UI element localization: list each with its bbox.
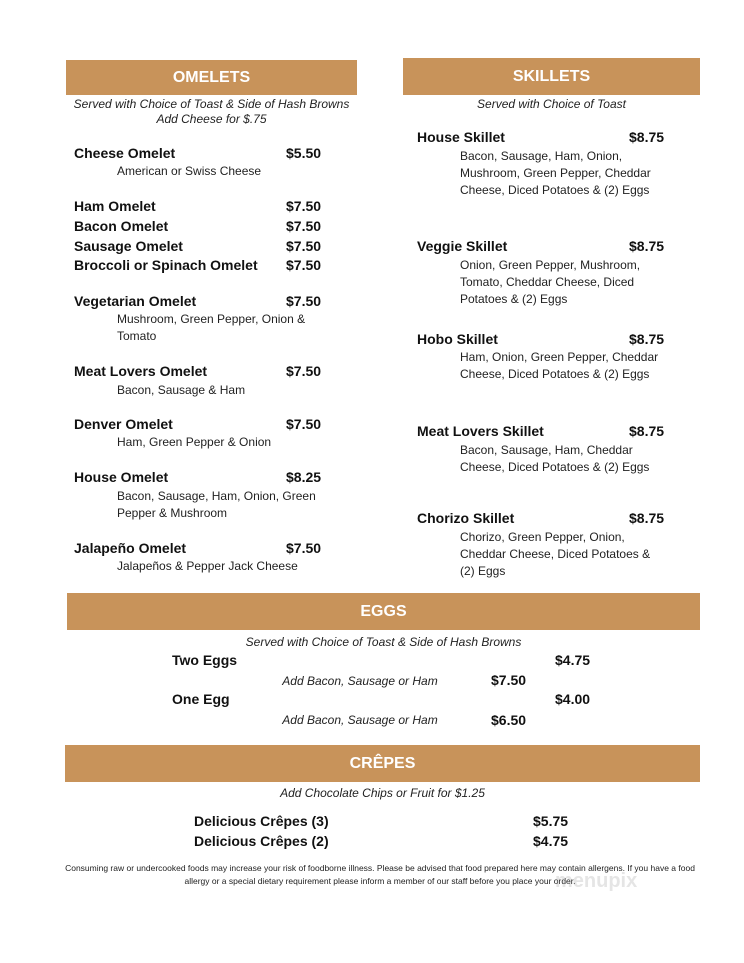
menu-item-desc: Ham, Onion, Green Pepper, Cheddar Cheese, Diced Potatoes & (2) Eggs bbox=[460, 350, 659, 381]
menu-item-desc: Bacon, Sausage, Ham, Onion, Green Pepper & Mushroom bbox=[117, 489, 316, 520]
menu-item-price: $8.75 bbox=[629, 331, 665, 347]
menu-item-price: $7.50 bbox=[286, 238, 322, 254]
omelets-note-cheese: Add Cheese for $.75 bbox=[156, 112, 267, 126]
crepes-header: CRÊPES bbox=[65, 745, 700, 782]
menu-item-price: $8.75 bbox=[629, 510, 665, 526]
menu-item-desc: Bacon, Sausage, Ham, Onion, Mushroom, Green Pepper, Cheddar Cheese, Diced Potatoes & (2) Eggs bbox=[460, 149, 651, 197]
menu-item-desc: Bacon, Sausage & Ham bbox=[117, 383, 246, 397]
menu-item-name: Meat Lovers Skillet bbox=[417, 423, 544, 439]
menu-item-price: $7.50 bbox=[286, 257, 322, 273]
crepes-note: Add Chocolate Chips or Fruit for $1.25 bbox=[280, 786, 485, 800]
omelets-note-toast: Served with Choice of Toast & Side of Hash Browns bbox=[73, 97, 350, 111]
menu-item-name: House Omelet bbox=[74, 469, 169, 485]
menu-item-price: $5.50 bbox=[286, 145, 322, 161]
menu-item-price: $4.00 bbox=[555, 691, 591, 707]
omelets-header: OMELETS bbox=[66, 60, 357, 95]
menu-item-name: House Skillet bbox=[417, 129, 505, 145]
menu-item-name: Hobo Skillet bbox=[417, 331, 498, 347]
menu-item-name: Delicious Crêpes (3) bbox=[194, 813, 329, 829]
menu-item-desc: Bacon, Sausage, Ham, Cheddar Cheese, Diced Potatoes & (2) Eggs bbox=[460, 443, 650, 474]
addon-label: Add Bacon, Sausage or Ham bbox=[282, 713, 438, 727]
menu-item-name: Ham Omelet bbox=[74, 198, 156, 214]
menu-item-price: $5.75 bbox=[533, 813, 569, 829]
skillets-header: SKILLETS bbox=[403, 58, 700, 95]
addon-price: $6.50 bbox=[491, 712, 527, 728]
menu-item-name: Chorizo Skillet bbox=[417, 510, 515, 526]
menu-item-name: Sausage Omelet bbox=[74, 238, 183, 254]
menu-item-price: $7.50 bbox=[286, 293, 322, 309]
menu-item-desc: Mushroom, Green Pepper, Onion & Tomato bbox=[117, 312, 306, 343]
menu-item-price: $4.75 bbox=[555, 652, 591, 668]
omelets-note bbox=[66, 97, 357, 127]
menu-item-price: $7.50 bbox=[286, 198, 322, 214]
watermark: menupix bbox=[555, 870, 638, 892]
menu-item-price: $7.50 bbox=[286, 540, 322, 556]
menu-item-name: Two Eggs bbox=[172, 652, 238, 668]
menu-item-name: Denver Omelet bbox=[74, 416, 173, 432]
menu-item-name: Cheese Omelet bbox=[74, 145, 176, 161]
menu-item-name: One Egg bbox=[172, 691, 230, 707]
eggs-header: EGGS bbox=[67, 593, 700, 630]
menu-item-desc: Jalapeños & Pepper Jack Cheese bbox=[117, 559, 298, 573]
menu-item-price: $8.75 bbox=[629, 238, 665, 254]
menu-item-desc: Chorizo, Green Pepper, Onion, Cheddar Cheese, Diced Potatoes & (2) Eggs bbox=[460, 530, 651, 578]
menu-item-name: Jalapeño Omelet bbox=[74, 540, 187, 556]
menu-item-name: Vegetarian Omelet bbox=[74, 293, 197, 309]
menu-item-desc: Onion, Green Pepper, Mushroom, Tomato, Cheddar Cheese, Diced Potatoes & (2) Eggs bbox=[460, 258, 641, 306]
addon-price: $7.50 bbox=[491, 672, 527, 688]
menu-item-name: Bacon Omelet bbox=[74, 218, 169, 234]
skillets-note: Served with Choice of Toast bbox=[477, 97, 626, 111]
menu-item-name: Meat Lovers Omelet bbox=[74, 363, 208, 379]
menu-item-price: $8.25 bbox=[286, 469, 322, 485]
addon-label: Add Bacon, Sausage or Ham bbox=[282, 674, 438, 688]
eggs-note: Served with Choice of Toast & Side of Hash Browns bbox=[245, 635, 522, 649]
menu-item-price: $7.50 bbox=[286, 416, 322, 432]
menu-item-name: Veggie Skillet bbox=[417, 238, 508, 254]
menu-item-price: $8.75 bbox=[629, 423, 665, 439]
menu-item-price: $4.75 bbox=[533, 833, 569, 849]
menu-item-name: Broccoli or Spinach Omelet bbox=[74, 257, 258, 273]
menu-item-price: $7.50 bbox=[286, 218, 322, 234]
menu-item-name: Delicious Crêpes (2) bbox=[194, 833, 329, 849]
menu-item-price: $8.75 bbox=[629, 129, 665, 145]
allergy-disclaimer: Consuming raw or undercooked foods may increase your risk of foodborne illness. Please be advised that food prepared here may contain allergens. If you have a food allergy or a special dietary requirement please inform a member of our staff before you place your order. bbox=[65, 863, 695, 886]
menu-item-price: $7.50 bbox=[286, 363, 322, 379]
menu-item-desc: American or Swiss Cheese bbox=[117, 164, 262, 178]
menu-item-desc: Ham, Green Pepper & Onion bbox=[117, 435, 272, 449]
